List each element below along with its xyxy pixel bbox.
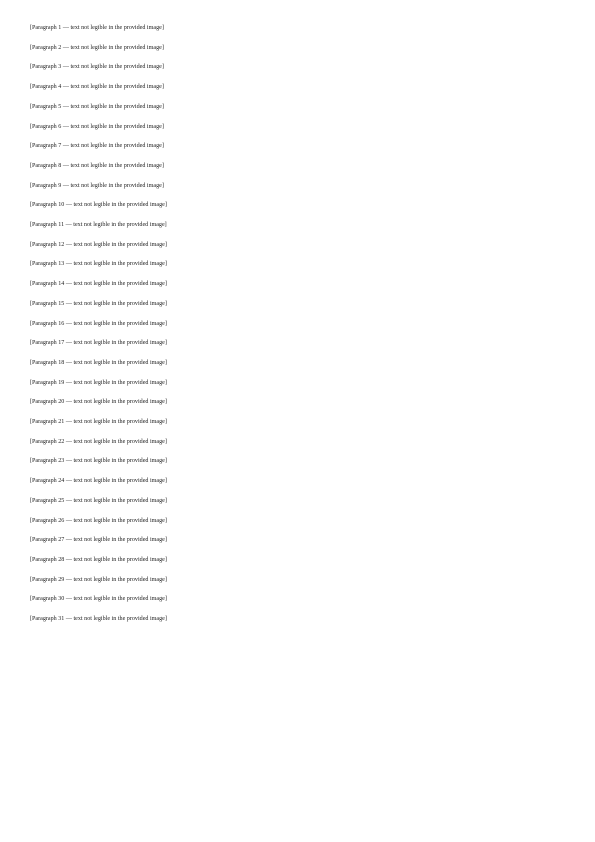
paragraph-21: [Paragraph 21 — text not legible in the provided image]: [30, 419, 167, 426]
paragraph-17: [Paragraph 17 — text not legible in the provided image]: [30, 340, 167, 347]
paragraph-20: [Paragraph 20 — text not legible in the provided image]: [30, 399, 167, 406]
paragraph-30: [Paragraph 30 — text not legible in the provided image]: [30, 596, 167, 603]
paragraph-15: [Paragraph 15 — text not legible in the provided image]: [30, 300, 167, 307]
paragraph-9: [Paragraph 9 — text not legible in the provided image]: [30, 182, 164, 189]
paragraph-14: [Paragraph 14 — text not legible in the provided image]: [30, 281, 167, 288]
paragraph-2: [Paragraph 2 — text not legible in the provided image]: [30, 44, 164, 51]
paragraph-7: [Paragraph 7 — text not legible in the provided image]: [30, 143, 164, 150]
paragraph-24: [Paragraph 24 — text not legible in the provided image]: [30, 478, 167, 485]
paragraph-31: [Paragraph 31 — text not legible in the provided image]: [30, 616, 167, 623]
paragraph-8: [Paragraph 8 — text not legible in the provided image]: [30, 162, 164, 169]
paragraph-25: [Paragraph 25 — text not legible in the provided image]: [30, 497, 167, 504]
paragraph-1: [Paragraph 1 — text not legible in the provided image]: [30, 25, 164, 31]
paragraph-27: [Paragraph 27 — text not legible in the provided image]: [30, 537, 167, 544]
paragraph-28: [Paragraph 28 — text not legible in the provided image]: [30, 556, 167, 563]
paragraph-3: [Paragraph 3 — text not legible in the provided image]: [30, 64, 164, 71]
paragraph-6: [Paragraph 6 — text not legible in the provided image]: [30, 123, 164, 130]
paragraph-23: [Paragraph 23 — text not legible in the provided image]: [30, 458, 167, 465]
paragraph-18: [Paragraph 18 — text not legible in the provided image]: [30, 359, 167, 366]
paragraph-19: [Paragraph 19 — text not legible in the provided image]: [30, 379, 167, 386]
paragraph-12: [Paragraph 12 — text not legible in the provided image]: [30, 241, 167, 248]
paragraph-16: [Paragraph 16 — text not legible in the provided image]: [30, 320, 167, 327]
paragraph-5: [Paragraph 5 — text not legible in the provided image]: [30, 103, 164, 110]
paragraph-26: [Paragraph 26 — text not legible in the provided image]: [30, 517, 167, 524]
paragraph-4: [Paragraph 4 — text not legible in the provided image]: [30, 84, 164, 91]
paragraph-29: [Paragraph 29 — text not legible in the provided image]: [30, 576, 167, 583]
paragraph-11: [Paragraph 11 — text not legible in the provided image]: [30, 222, 167, 229]
paragraph-22: [Paragraph 22 — text not legible in the provided image]: [30, 438, 167, 445]
paragraph-10: [Paragraph 10 — text not legible in the provided image]: [30, 202, 167, 209]
paragraph-13: [Paragraph 13 — text not legible in the provided image]: [30, 261, 167, 268]
